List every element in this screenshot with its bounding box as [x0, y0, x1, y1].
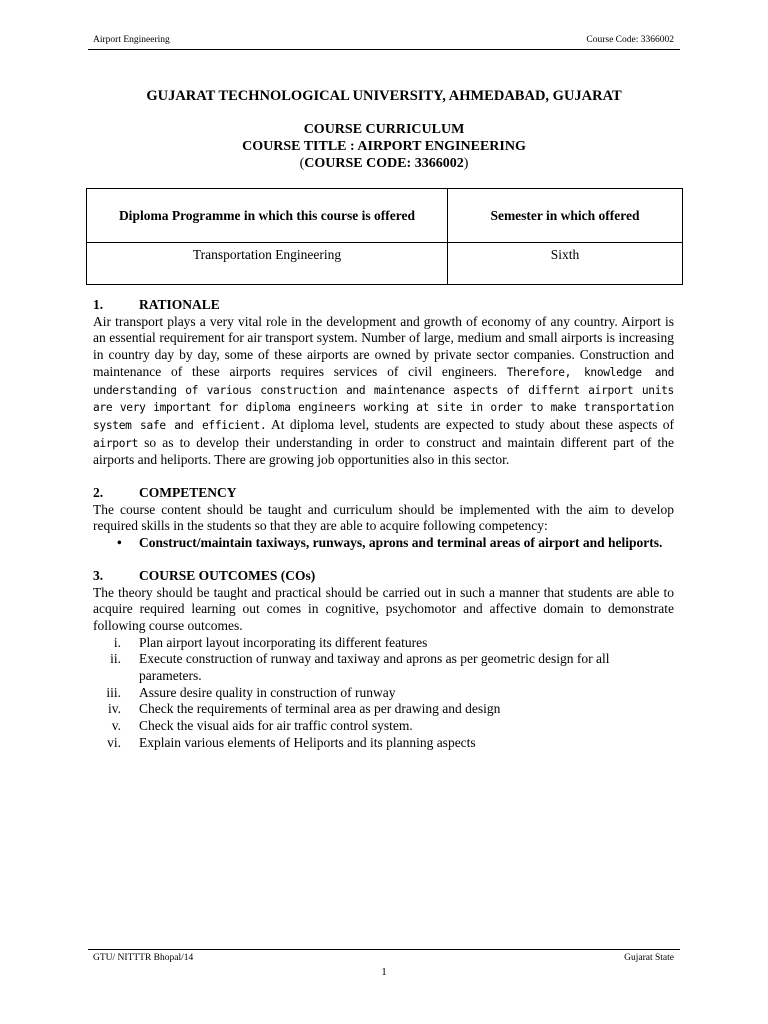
- list-item: [93, 735, 674, 752]
- outcomes-paragraph: The theory should be taught and practical should be carried out in such a manner that students are able to acquire required learning out comes in cognitive, psychomotor and affective domain to demonstrate following course outcomes.: [93, 584, 674, 633]
- header-course-name: Airport Engineering: [93, 35, 170, 45]
- programme-cell: Transportation Engineering: [87, 243, 448, 285]
- bullet-icon: •: [117, 535, 122, 551]
- page-number: 1: [381, 966, 387, 978]
- header-course-code: Course Code: 3366002: [586, 35, 674, 45]
- list-item: [93, 718, 674, 735]
- list-item-number: v.: [111, 718, 121, 734]
- section-heading-text: RATIONALE: [139, 297, 220, 312]
- section-heading-text: COMPETENCY: [139, 485, 237, 501]
- list-item: [93, 701, 674, 718]
- list-item-number: i.: [113, 634, 121, 650]
- semester-cell: Sixth: [448, 243, 683, 285]
- university-title: GUJARAT TECHNOLOGICAL UNIVERSITY, AHMEDABAD, GUJARAT: [146, 88, 622, 104]
- course-code-line: [88, 155, 680, 172]
- rationale-paragraph: [93, 314, 674, 469]
- list-item-text: Assure desire quality in construction of runway: [139, 684, 396, 700]
- footer-right: Gujarat State: [624, 953, 674, 963]
- competency-bullet-text: Construct/maintain taxiways, runways, aprons and terminal areas of airport and heliports.: [139, 535, 663, 551]
- list-item-number: vi.: [107, 734, 121, 750]
- section-number: 3.: [93, 567, 104, 583]
- list-item-text: Check the visual aids for air traffic control system.: [139, 718, 413, 734]
- section-number: 1.: [93, 297, 104, 312]
- list-item-text: Check the requirements of terminal area as per drawing and design: [139, 701, 501, 717]
- course-code: COURSE CODE: 3366002: [304, 156, 464, 171]
- footer-left: GTU/ NITTTR Bhopal/14: [93, 953, 194, 963]
- competency-bullet: [93, 535, 674, 552]
- semester-column-header: Semester in which offered: [448, 189, 683, 243]
- course-code-open-paren: (: [299, 156, 305, 171]
- programme-column-header: Diploma Programme in which this course is offered: [87, 189, 448, 243]
- section-heading-text: COURSE OUTCOMES (COs): [139, 567, 316, 583]
- outcomes-heading: [93, 568, 674, 585]
- table-header-row: [87, 189, 683, 243]
- course-title: COURSE TITLE : AIRPORT ENGINEERING: [242, 139, 526, 154]
- competency-heading: [93, 485, 674, 502]
- outcomes-list: [93, 635, 674, 752]
- main-content: [93, 297, 674, 752]
- list-item: [93, 635, 674, 652]
- section-number: 2.: [93, 485, 104, 501]
- list-item-text: Plan airport layout incorporating its different features: [139, 634, 428, 650]
- curriculum-title-block: [88, 121, 680, 172]
- rationale-text-4: airport: [93, 436, 139, 450]
- rationale-heading: [93, 297, 674, 314]
- list-item-text: Explain various elements of Heliports and its planning aspects: [139, 734, 476, 750]
- header-rule: [88, 49, 680, 50]
- competency-paragraph: The course content should be taught and curriculum should be implemented with the aim to develop required skills in the students so that they are able to acquire following competency:: [93, 501, 674, 534]
- rationale-text-3: At diploma level, students are expected to study about these aspects of: [271, 416, 674, 432]
- curriculum-heading: COURSE CURRICULUM: [303, 122, 465, 137]
- offering-table: [86, 188, 683, 285]
- course-code-close-paren: ): [463, 156, 469, 171]
- list-item-number: ii.: [110, 651, 121, 667]
- footer-rule: [88, 949, 680, 950]
- table-row: [87, 243, 683, 285]
- rationale-text-2: Therefore, knowledge and understanding of various construction and maintenance aspects of differnt airport units are very important for diploma engineers working at site in order to make transportation system safe and efficient.: [93, 365, 675, 432]
- list-item-text: Execute construction of runway and taxiway and aprons as per geometric design for all parameters.: [139, 651, 610, 684]
- list-item: [93, 651, 674, 684]
- list-item: [93, 685, 674, 702]
- rationale-text-5: so as to develop their understanding in order to construct and maintain different part of the airports and heliports. There are growing job opportunities also in this sector.: [93, 434, 674, 468]
- rationale-text-1: Air transport plays a very vital role in the development and growth of economy of any country. Airport is an essential requirement for air transport system. Number of large, medium and small airports is increasing in country day by day, some of these airports are owned by private sector companies. Construction and maintenance of these airports requires services of civil engineers.: [93, 313, 674, 379]
- list-item-number: iii.: [106, 684, 121, 700]
- list-item-number: iv.: [108, 701, 121, 717]
